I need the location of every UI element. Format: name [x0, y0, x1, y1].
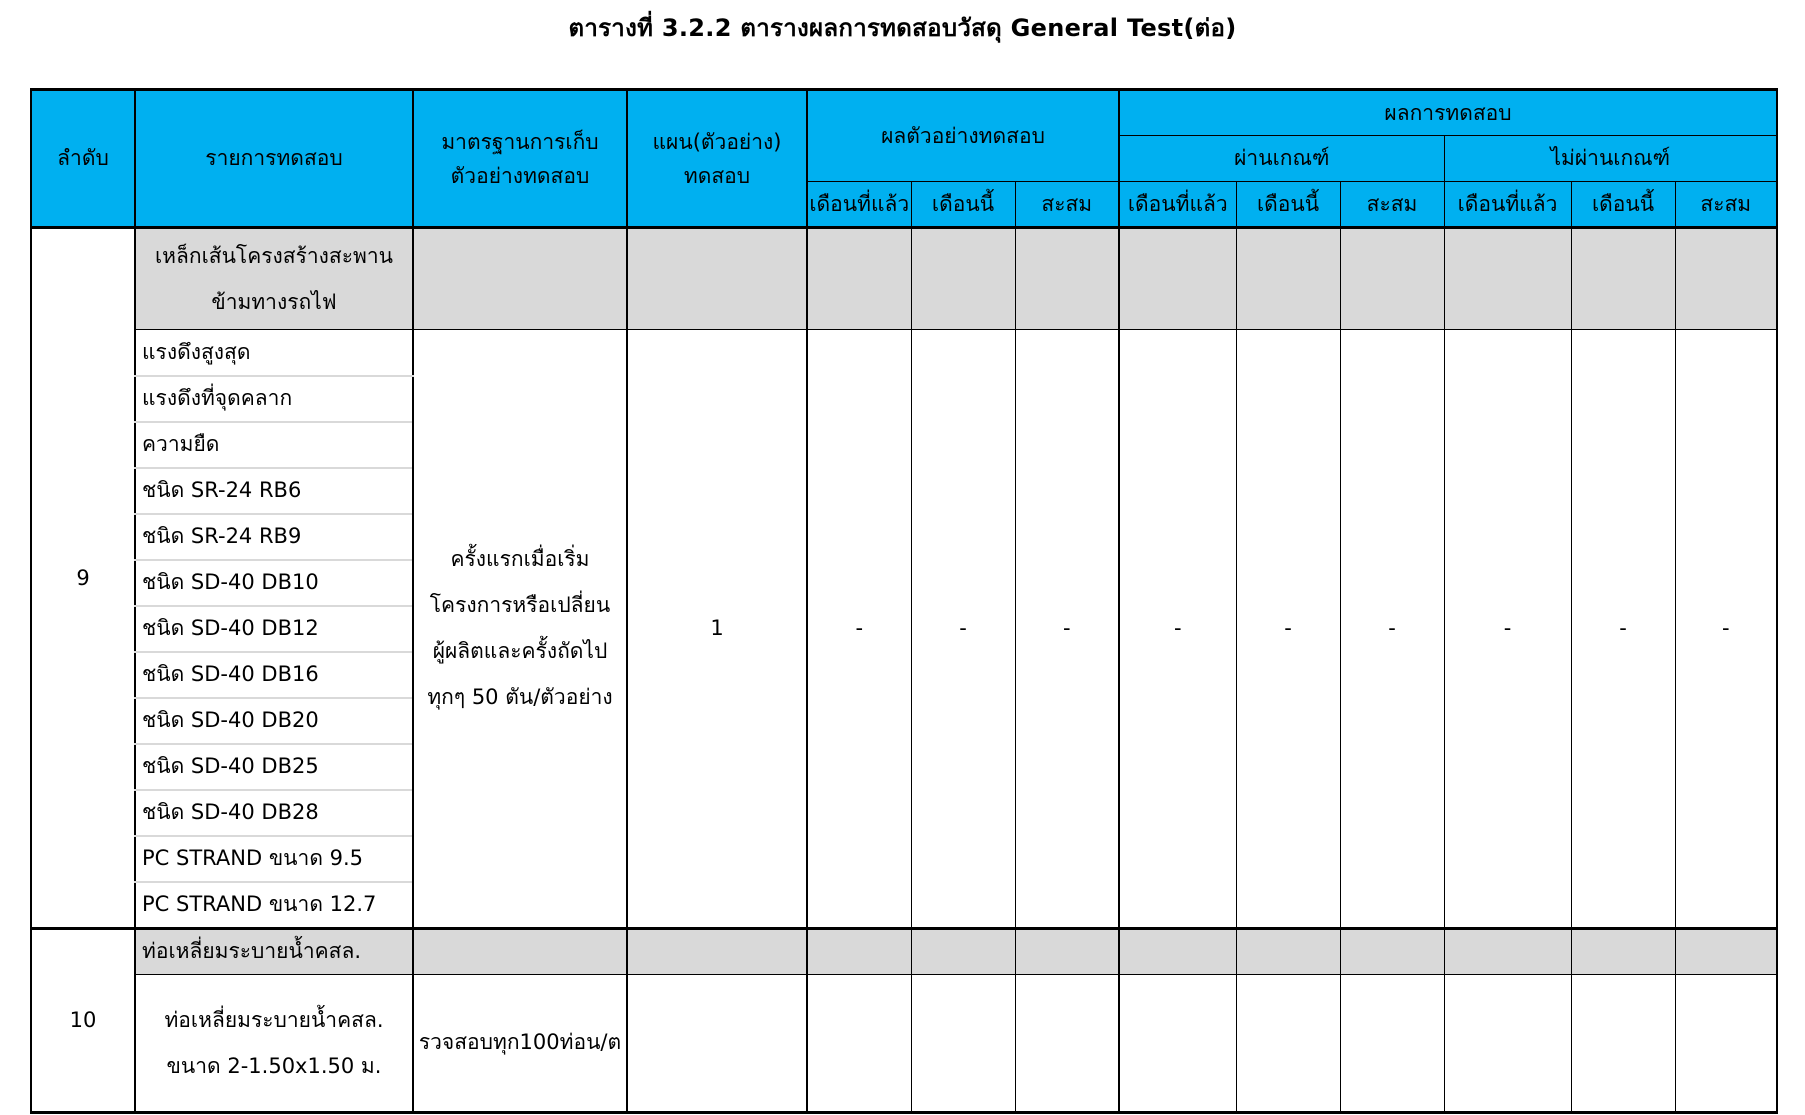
row9-grey-standard: [413, 228, 627, 330]
row10-cell: [1571, 974, 1675, 1112]
row10-grey-cell: [1571, 928, 1675, 974]
header-standard-line2: ตัวอย่างทดสอบ: [450, 163, 590, 188]
row10-grey-cell: [1236, 928, 1340, 974]
row10-item-line1: ท่อเหลี่ยมระบายน้ำคสล.: [164, 1007, 384, 1032]
row10-item: [135, 974, 413, 1112]
header-pass-this-month: เดือนนี้: [1236, 182, 1340, 228]
header-test-results: ผลการทดสอบ: [1119, 90, 1777, 136]
row10-grey-cell: [1340, 928, 1444, 974]
row10-grey-cell: [1015, 928, 1119, 974]
row10-cell: [1015, 974, 1119, 1112]
row9-sample-cumulative: -: [1015, 330, 1119, 929]
header-standard-line1: มาตรฐานการเก็บ: [441, 129, 599, 154]
header-seq: ลำดับ: [31, 90, 135, 228]
row9-fail-prev-month: -: [1444, 330, 1571, 929]
header-fail-prev-month: เดือนที่แล้ว: [1444, 182, 1571, 228]
row9-item: แรงดึงที่จุดคลาก: [135, 376, 413, 422]
row9-item: ชนิด SD-40 DB20: [135, 698, 413, 744]
header-sample-results: ผลตัวอย่างทดสอบ: [807, 90, 1119, 182]
row9-item: ชนิด SR-24 RB9: [135, 514, 413, 560]
row9-plan: 1: [627, 330, 807, 929]
row9-item: ชนิด SD-40 DB28: [135, 790, 413, 836]
row10-cell: [1675, 974, 1777, 1112]
row9-grey-cell: [911, 228, 1015, 330]
row9-item: ชนิด SD-40 DB12: [135, 606, 413, 652]
row9-standard-line4: ทุกๆ 50 ตัน/ตัวอย่าง: [427, 685, 613, 710]
row9-standard: [413, 330, 627, 929]
row9-group-line1: เหล็กเส้นโครงสร้างสะพาน: [154, 244, 394, 268]
header-plan-line1: แผน(ตัวอย่าง): [652, 129, 782, 154]
header-pass-cumulative: สะสม: [1340, 182, 1444, 228]
row9-group-line2: ข้ามทางรถไฟ: [211, 290, 337, 314]
row9-item: ความยืด: [135, 422, 413, 468]
row10-group-title: ท่อเหลี่ยมระบายน้ำคสล.: [135, 928, 413, 974]
row9-item: ชนิด SD-40 DB16: [135, 652, 413, 698]
row9-pass-prev-month: -: [1119, 330, 1236, 929]
row9-group-title: [135, 228, 413, 330]
row10-cell: [1236, 974, 1340, 1112]
row9-grey-cell: [1571, 228, 1675, 330]
row9-fail-cumulative: -: [1675, 330, 1777, 929]
row9-pass-this-month: -: [1236, 330, 1340, 929]
row9-grey-cell: [1340, 228, 1444, 330]
header-fail-this-month: เดือนนี้: [1571, 182, 1675, 228]
row9-grey-cell: [1236, 228, 1340, 330]
row10-grey-cell: [807, 928, 911, 974]
header-sample-prev-month: เดือนที่แล้ว: [807, 182, 911, 228]
page-title: ตารางที่ 3.2.2 ตารางผลการทดสอบวัสดุ General Test(ต่อ): [568, 14, 1237, 42]
row10-cell: [807, 974, 911, 1112]
row9-seq: 9: [31, 228, 135, 929]
row10-item-line2: ขนาด 2-1.50x1.50 ม.: [166, 1053, 382, 1078]
test-results-table: [30, 88, 1778, 1114]
row9-grey-cell: [1119, 228, 1236, 330]
row9-grey-plan: [627, 228, 807, 330]
row10-plan: [627, 974, 807, 1112]
header-fail-cumulative: สะสม: [1675, 182, 1777, 228]
row9-item: ชนิด SD-40 DB25: [135, 744, 413, 790]
row10-grey-standard: [413, 928, 627, 974]
row9-grey-cell: [1675, 228, 1777, 330]
header-sample-this-month: เดือนนี้: [911, 182, 1015, 228]
row10-cell: [911, 974, 1015, 1112]
row10-grey-plan: [627, 928, 807, 974]
row9-standard-line2: โครงการหรือเปลี่ยน: [429, 593, 611, 618]
row9-item: แรงดึงสูงสุด: [135, 330, 413, 376]
row9-item: PC STRAND ขนาด 12.7: [135, 882, 413, 929]
row10-grey-cell: [911, 928, 1015, 974]
row9-item: ชนิด SD-40 DB10: [135, 560, 413, 606]
header-pass: ผ่านเกณฑ์: [1119, 136, 1444, 182]
row9-standard-line3: ผู้ผลิตและครั้งถัดไป: [432, 639, 608, 664]
row10-cell: [1119, 974, 1236, 1112]
row10-grey-cell: [1675, 928, 1777, 974]
row10-cell: [1340, 974, 1444, 1112]
header-item: รายการทดสอบ: [135, 90, 413, 228]
header-plan: [627, 90, 807, 228]
row9-pass-cumulative: -: [1340, 330, 1444, 929]
row9-standard-line1: ครั้งแรกเมื่อเริ่ม: [450, 547, 590, 572]
row9-fail-this-month: -: [1571, 330, 1675, 929]
header-pass-prev-month: เดือนที่แล้ว: [1119, 182, 1236, 228]
row9-grey-cell: [1444, 228, 1571, 330]
row9-item: PC STRAND ขนาด 9.5: [135, 836, 413, 882]
row9-sample-prev-month: -: [807, 330, 911, 929]
header-sample-cumulative: สะสม: [1015, 182, 1119, 228]
header-plan-line2: ทดสอบ: [683, 163, 751, 188]
row10-seq: 10: [31, 928, 135, 1112]
row10-cell: [1444, 974, 1571, 1112]
row9-grey-cell: [1015, 228, 1119, 330]
row9-item: ชนิด SR-24 RB6: [135, 468, 413, 514]
row9-grey-cell: [807, 228, 911, 330]
header-standard: [413, 90, 627, 228]
row10-standard: รวจสอบทุก100ท่อน/ต: [413, 974, 627, 1112]
row9-sample-this-month: -: [911, 330, 1015, 929]
row10-grey-cell: [1119, 928, 1236, 974]
header-fail: ไม่ผ่านเกณฑ์: [1444, 136, 1777, 182]
row10-grey-cell: [1444, 928, 1571, 974]
